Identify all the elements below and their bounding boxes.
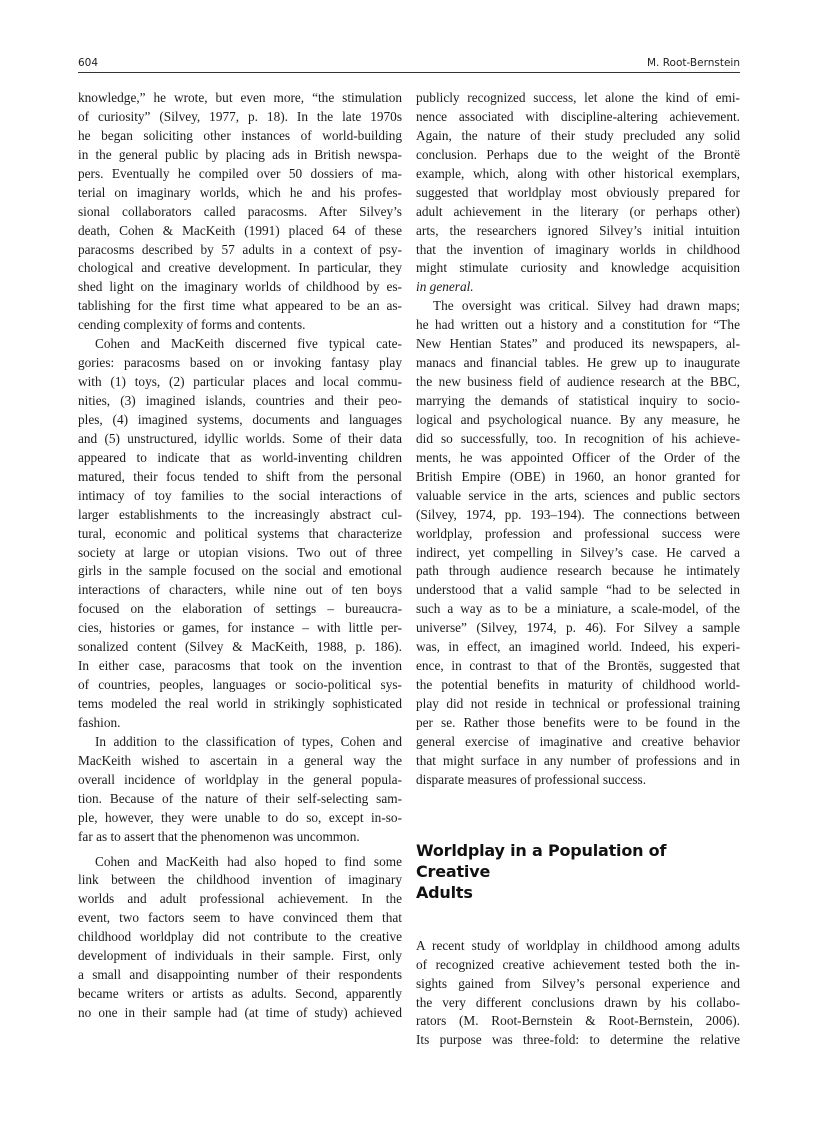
text-line: MacKeith wished to ascertain in a general way the: [78, 752, 402, 768]
text-line: overall incidence of worldplay in the general popula-: [78, 771, 402, 787]
text-line: nence associated with discipline-altering achievement.: [416, 108, 740, 124]
text-line: A recent study of worldplay in childhood among adults: [416, 937, 740, 953]
text-line: In either case, paracosms that took on the invention: [78, 658, 402, 674]
text-line: and (5) unstructured, idyllic worlds. Some of their data: [78, 430, 402, 446]
text-line: adult achievement in the literary (or perhaps other): [416, 203, 740, 219]
text-line: the potential benefits in maturity of childhood world-: [416, 677, 740, 693]
text-line: per se. Rather those benefits were to be found in the: [416, 714, 740, 730]
text-line: of countries, peoples, languages or socio-political sys-: [78, 677, 402, 693]
text-line: valuable service in the arts, sciences and public sectors: [416, 487, 740, 503]
text-line: universe” (Silvey, 1974, p. 46). For Silvey a sample: [416, 620, 740, 636]
text-line: focused on the elaboration of settings – bureaucra-: [78, 601, 402, 617]
text-line: tion. Because of the nature of their self-selecting sam-: [78, 790, 402, 806]
text-line: childhood worldplay did not contribute to the creative: [78, 929, 402, 945]
text-line: Again, the nature of their study precluded any solid: [416, 127, 740, 143]
text-line: cending complexity of forms and contents.: [78, 317, 306, 333]
text-line: arts, the researchers ignored Silvey’s initial intuition: [416, 222, 740, 238]
running-head-author: M. Root-Bernstein: [646, 57, 740, 69]
text-line: shed light on the imaginary worlds of childhood by es-: [78, 279, 402, 295]
text-line: the new business field of audience research at the BBC,: [416, 374, 740, 390]
right-column: [416, 89, 740, 1050]
text-line: gories: paracosms based on or invoking fantasy play: [78, 355, 402, 371]
text-line: link between the childhood invention of imaginary: [78, 872, 402, 888]
text-line: example, which, along with other historical exemplars,: [416, 165, 740, 181]
header-rule: [78, 72, 740, 73]
text-line: society at large or utopian visions. Two out of three: [78, 544, 402, 560]
text-line: in the general public by placing ads in British newspa-: [78, 146, 402, 162]
text-line: that might surface in any number of professions and in: [416, 752, 740, 768]
text-line: Cohen and MacKeith had also hoped to find some: [95, 853, 402, 869]
text-line: did so successfully, too. In recognition of his achieve-: [416, 430, 740, 446]
text-line: no one in their sample had (at time of study) achieved: [78, 1005, 402, 1020]
text-line: nities, (3) imagined islands, countries and their peo-: [78, 393, 402, 408]
text-line: was, in effect, an imagined world. Indeed, his experi-: [416, 639, 740, 655]
text-line: ence, in contrast to that of the Brontës, suggested that: [416, 658, 740, 674]
section-heading: [416, 840, 740, 903]
running-header: [78, 57, 740, 73]
text-line: rators (M. Root-Bernstein & Root-Bernstein, 2006).: [416, 1013, 740, 1029]
text-line: of curiosity” (Silvey, 1977, p. 18). In the late 1970s: [78, 108, 402, 124]
text-line: ples, (4) imagined systems, documents and languages: [78, 411, 402, 427]
section-heading-line: Adults: [416, 882, 473, 902]
text-line: tural, economic and political systems that characterize: [78, 525, 402, 541]
paragraph: [416, 89, 740, 297]
text-line: he had written out a history and a constitution for “The: [416, 317, 740, 333]
text-line: sights gained from Silvey’s personal experience and: [416, 975, 740, 991]
text-line: paracosms described by 57 adults in a context of psy-: [78, 241, 402, 257]
text-line: that the invention of imaginary worlds in childhood: [416, 241, 740, 257]
text-line: a small and disappointing number of their respondents: [78, 967, 402, 983]
text-line: New Hentian States” and produced its newspapers, al-: [416, 336, 740, 352]
text-line: tems modeled the real world in strikingly sophisticated: [78, 696, 402, 711]
text-line: knowledge,” he wrote, but even more, “the stimulation: [78, 90, 402, 105]
text-line: he began soliciting other instances of world-building: [78, 127, 402, 143]
text-line: logical and psychological nuance. By any measure, he: [416, 411, 740, 427]
paragraph: [78, 335, 402, 733]
text-line: matured, their focus tended to shift from the personal: [78, 468, 402, 484]
text-line: tablishing for the first time what appeared to be an as-: [78, 298, 402, 314]
text-line: pers. Eventually he compiled over 50 dossiers of ma-: [78, 165, 402, 181]
text-line: terial on imaginary worlds, which he and his profes-: [78, 184, 402, 200]
paragraph: [78, 733, 402, 847]
text-line: British Empire (OBE) in 1960, an honor granted for: [416, 468, 740, 484]
text-line: sional collaborators called paracosms. After Silvey’s: [78, 203, 402, 219]
text-line: publicly recognized success, let alone the kind of emi-: [416, 90, 740, 105]
text-line: understood that a valid sample “had to be selected in: [416, 582, 740, 598]
text-line: such a way as to be a miniature, a scale-model, of the: [416, 601, 740, 617]
text-line: suggested that worldplay most obviously prepared for: [416, 184, 740, 200]
text-line: the very different conclusions drawn by his collabo-: [416, 994, 740, 1010]
text-line: The oversight was critical. Silvey had drawn maps;: [433, 298, 740, 314]
text-line: disparate measures of professional success.: [416, 771, 647, 787]
text-line: of recognized creative achievement tested both the in-: [416, 956, 740, 972]
text-line: girls in the sample focused on the social and emotional: [78, 563, 402, 579]
text-line: worlds and adult professional achievement. In the: [78, 891, 402, 907]
left-column: [78, 89, 402, 1023]
page-number: 604: [78, 57, 99, 69]
text-line: In addition to the classification of types, Cohen and: [95, 733, 402, 749]
text-line: development of individuals in their sample. First, only: [78, 948, 402, 964]
text-line: might stimulate curiosity and knowledge acquisition: [416, 260, 740, 276]
paragraph: [416, 937, 740, 1051]
paragraph: [78, 89, 402, 335]
text-line: general exercise of imaginative and creative behavior: [416, 733, 740, 749]
text-line: Cohen and MacKeith discerned five typical cate-: [95, 336, 402, 352]
text-line: ments, he was appointed Officer of the Order of the: [416, 449, 740, 465]
text-line: worldplay, profession and professional success were: [416, 525, 740, 541]
text-line: appeared to indicate that as world-inventing children: [78, 449, 402, 465]
text-line: fashion.: [78, 714, 121, 730]
text-line: indirect, yet compelling in Silvey’s case. He carved a: [416, 544, 740, 560]
text-line: larger establishments to the increasingly abstract cul-: [78, 506, 402, 522]
text-line: event, two factors seem to have convinced them that: [78, 910, 402, 926]
text-line: marrying the demands of statistical inquiry to socio-: [416, 393, 740, 408]
text-line: became writers or artists as adults. Second, apparently: [78, 986, 402, 1002]
text-line: chological and creative development. In particular, they: [78, 260, 402, 276]
text-line: path through audience research because he intimately: [416, 563, 740, 579]
text-line: with (1) toys, (2) particular places and local commu-: [78, 374, 402, 390]
text-line: cies, histories or games, for instance – with little per-: [78, 620, 402, 636]
text-line: interactions of characters, while nine out of ten boys: [78, 582, 402, 598]
text-line: far as to assert that the phenomenon was uncommon.: [78, 828, 360, 844]
text-line: in general.: [416, 279, 474, 295]
text-line: conclusion. Perhaps due to the weight of the Brontë: [416, 146, 740, 162]
text-line: sonalized content (Silvey & MacKeith, 1988, p. 186).: [78, 639, 402, 655]
paragraph: [78, 853, 402, 1023]
text-line: ple, however, they were unable to do so, except in-so-: [78, 809, 402, 825]
paragraph: [416, 297, 740, 789]
text-line: death, Cohen & MacKeith (1991) placed 64 of these: [78, 222, 402, 238]
text-line: intimacy of toy families to the social interactions of: [78, 487, 402, 503]
text-line: manacs and financial tables. He grew up to inaugurate: [416, 355, 740, 371]
text-line: (Silvey, 1974, pp. 193–194). The connections between: [416, 506, 740, 522]
section-heading-line: Worldplay in a Population of Creative: [416, 840, 667, 881]
text-line: Its purpose was three-fold: to determine the relative: [416, 1032, 740, 1048]
text-line: play did not reside in technical or professional training: [416, 696, 740, 711]
